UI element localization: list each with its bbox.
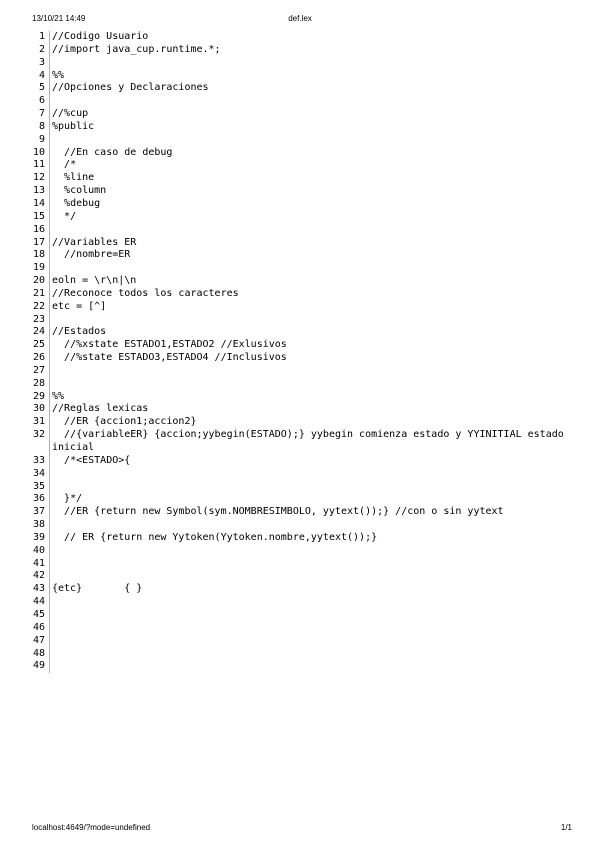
code-line [28, 609, 578, 622]
line-text [50, 224, 578, 237]
code-line [28, 429, 578, 455]
code-line [28, 391, 578, 404]
code-line [28, 224, 578, 237]
line-number: 33 [32, 454, 45, 466]
line-number: 21 [32, 287, 45, 299]
line-text: }*/ [52, 493, 83, 505]
line-number: 42 [32, 570, 45, 582]
line-text: %column [52, 185, 107, 197]
line-number: 19 [32, 262, 45, 274]
code-line [28, 493, 578, 506]
line-number: 1 [38, 31, 45, 42]
line-number: 48 [32, 647, 45, 659]
code-line [28, 70, 578, 83]
line-text: //ER {return new Symbol(sym.NOMBRESIMBOLO, yytext());} //con o sin yytext [52, 506, 504, 518]
line-number: 11 [32, 159, 45, 171]
code-line [28, 378, 578, 391]
code-line [28, 237, 578, 250]
line-number: 10 [32, 146, 45, 158]
code-line [28, 108, 578, 121]
line-text: //Reconoce todos los caracteres [52, 287, 239, 299]
line-number: 40 [32, 544, 45, 556]
code-line [28, 121, 578, 134]
code-line [28, 558, 578, 571]
line-number: 46 [32, 621, 45, 633]
line-number: 38 [32, 519, 45, 531]
line-text [50, 635, 578, 648]
line-text: //En caso de debug [52, 146, 173, 158]
line-text [50, 468, 578, 481]
line-text [50, 95, 578, 108]
line-text [50, 262, 578, 275]
line-text: %% [52, 69, 65, 81]
code-line [28, 481, 578, 494]
line-text: /*<ESTADO>{ [52, 454, 131, 466]
line-text: //nombre=ER [52, 249, 131, 261]
line-text [50, 596, 578, 609]
line-number: 7 [38, 108, 45, 120]
code-line [28, 211, 578, 224]
code-line [28, 365, 578, 378]
line-number: 2 [38, 43, 45, 55]
line-text [50, 622, 578, 635]
line-text: eoln = \r\n|\n [52, 275, 137, 287]
code-line [28, 570, 578, 583]
code-line [28, 352, 578, 365]
line-text [50, 660, 578, 673]
line-number: 47 [32, 634, 45, 646]
code-line [28, 622, 578, 635]
code-line [28, 403, 578, 416]
code-line [28, 134, 578, 147]
line-text: /* [52, 159, 77, 171]
code-line [28, 583, 578, 596]
code-line [28, 198, 578, 211]
line-number: 16 [32, 223, 45, 235]
line-number: 28 [32, 377, 45, 389]
line-text: //Opciones y Declaraciones [52, 82, 209, 94]
code-line [28, 455, 578, 468]
line-text: %line [52, 172, 95, 184]
line-text [50, 648, 578, 661]
line-number: 43 [32, 583, 45, 595]
line-number: 31 [32, 416, 45, 428]
code-line [28, 506, 578, 519]
line-number: 34 [32, 467, 45, 479]
code-line [28, 57, 578, 70]
line-number: 32 [32, 429, 45, 441]
line-number: 30 [32, 403, 45, 415]
line-number: 24 [32, 326, 45, 338]
code-line [28, 147, 578, 160]
line-text [50, 558, 578, 571]
line-number: 23 [32, 313, 45, 325]
code-line [28, 301, 578, 314]
line-text [50, 365, 578, 378]
line-number: 37 [32, 506, 45, 518]
line-number: 18 [32, 249, 45, 261]
line-text [50, 134, 578, 147]
code-line [28, 635, 578, 648]
code-line [28, 185, 578, 198]
line-text: %% [52, 390, 65, 402]
line-number: 49 [32, 660, 45, 672]
line-number: 12 [32, 172, 45, 184]
code-line [28, 416, 578, 429]
line-text: //%state ESTADO3,ESTADO4 //Inclusivos [52, 352, 287, 364]
page-number: 1/1 [560, 823, 572, 832]
document-title: def.lex [288, 14, 312, 23]
code-line [28, 648, 578, 661]
line-text [50, 519, 578, 532]
line-text: %public [52, 120, 95, 132]
line-text: //import java_cup.runtime.*; [52, 43, 221, 55]
code-line [28, 660, 578, 673]
line-number: 15 [32, 210, 45, 222]
line-text [50, 481, 578, 494]
line-number: 5 [38, 82, 45, 94]
line-number: 13 [32, 185, 45, 197]
line-number: 25 [32, 339, 45, 351]
code-line [28, 44, 578, 57]
line-number: 39 [32, 531, 45, 543]
code-line [28, 519, 578, 532]
line-text [50, 314, 578, 327]
line-number: 35 [32, 480, 45, 492]
page-url: localhost:4649/?mode=undefined [32, 823, 151, 832]
line-number: 36 [32, 493, 45, 505]
line-number: 9 [38, 133, 45, 145]
line-text: //%xstate ESTADO1,ESTADO2 //Exlusivos [52, 339, 287, 351]
line-number: 22 [32, 300, 45, 312]
line-text: //Estados [52, 326, 107, 338]
code-line [28, 249, 578, 262]
code-listing [28, 31, 578, 673]
line-number: 29 [32, 390, 45, 402]
line-text [50, 570, 578, 583]
code-line [28, 31, 578, 44]
line-text: //Variables ER [52, 236, 137, 248]
code-line [28, 314, 578, 327]
line-number: 17 [32, 236, 45, 248]
code-line [28, 339, 578, 352]
line-text: etc = [^] [52, 300, 107, 312]
code-line [28, 288, 578, 301]
print-datetime: 13/10/21 14:49 [32, 14, 86, 23]
line-number: 27 [32, 364, 45, 376]
code-line [28, 468, 578, 481]
line-text [50, 609, 578, 622]
line-text: //Codigo Usuario [52, 31, 149, 42]
line-text [50, 57, 578, 70]
code-line [28, 545, 578, 558]
line-text: //Reglas lexicas [52, 403, 149, 415]
line-text: {etc} { } [52, 583, 143, 595]
code-line [28, 159, 578, 172]
line-text [50, 545, 578, 558]
line-text: */ [52, 210, 77, 222]
line-number: 8 [38, 120, 45, 132]
code-line [28, 262, 578, 275]
code-line [28, 532, 578, 545]
line-number: 4 [38, 69, 45, 81]
line-number: 6 [38, 95, 45, 107]
line-text: // ER {return new Yytoken(Yytoken.nombre,yytext());} [52, 531, 378, 543]
line-text: //ER {accion1;accion2} [52, 416, 197, 428]
line-number: 3 [38, 56, 45, 68]
code-line [28, 95, 578, 108]
line-number: 41 [32, 557, 45, 569]
line-number: 44 [32, 596, 45, 608]
line-number: 20 [32, 275, 45, 287]
line-number: 14 [32, 197, 45, 209]
code-line [28, 82, 578, 95]
code-line [28, 596, 578, 609]
line-number: 26 [32, 352, 45, 364]
line-text: //{variableER} {accion;yybegin(ESTADO);} yybegin comienza estado y YYINITIAL estado inicial [52, 429, 570, 453]
line-number: 45 [32, 608, 45, 620]
code-line [28, 275, 578, 288]
line-text [50, 378, 578, 391]
code-line [28, 172, 578, 185]
line-text: %debug [52, 197, 101, 209]
line-text: //%cup [52, 108, 89, 120]
code-line [28, 326, 578, 339]
